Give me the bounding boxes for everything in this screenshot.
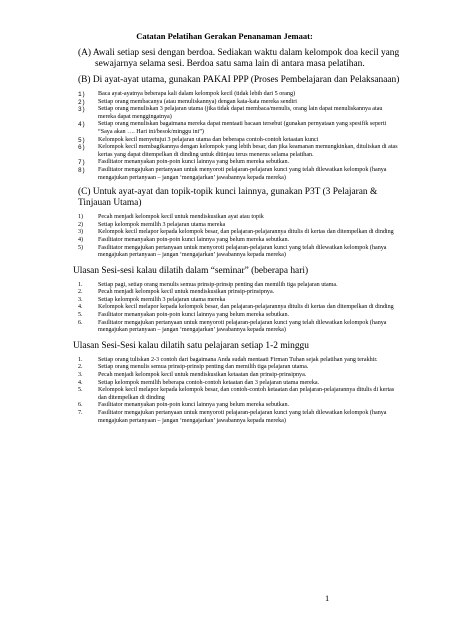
list-item bbox=[78, 380, 401, 388]
list-text: Fasilitator menanyakan poin-poin kunci lainnya yang belum mereka sebutkan. bbox=[98, 402, 290, 409]
list-text: Fasilitator menanyakan poin-poin kunci lainnya yang belum mereka sebutkan. bbox=[98, 159, 290, 166]
list-item bbox=[78, 304, 401, 312]
list-item bbox=[78, 237, 401, 245]
list-text: Kelompok kecil melapor kepada kelompok besar, dan pelajaran-pelajarannya ditulis di kertas dan ditempelkan di dinding bbox=[98, 229, 394, 236]
list-number: 5. bbox=[78, 312, 83, 319]
list-item bbox=[78, 312, 401, 320]
list-item bbox=[78, 410, 401, 425]
list-text: Kelompok kecil melapor kepada kelompok besar, dan pelajaran-pelajarannya ditulis di kertas dan ditempelkan di dinding bbox=[98, 304, 394, 311]
list-item bbox=[78, 222, 401, 230]
list-item bbox=[78, 91, 401, 99]
list-text: Pecah menjadi kelompok kecil untuk mendiskusikan ayat atau topik bbox=[98, 214, 264, 221]
list-text: Setiap orang menuliskan 3 pelajaran utama (jika tidak dapat membaca/menulis, orang lain dapat menuliskannya atau mereka dapat menggingatnya) bbox=[98, 106, 383, 120]
list-text: Kelompok kecil melapor kepada kelompok besar, dan contoh-contoh ketaatan dan pelajaran-pelajarannya ditulis di kertas dan ditempelkan di dinding bbox=[98, 387, 395, 401]
list-number: 6. bbox=[78, 402, 83, 409]
list-text: Fasilitator mengajukan pertanyaan untuk menyoroti pelajaran-pelajaran kunci yang telah dilewatkan kelompok (hanya mengajukan pertanyaan – jangan ‘mengajarkan’ jawabannya kepada mereka) bbox=[98, 244, 387, 259]
list-item bbox=[78, 106, 401, 121]
list-number: 2. bbox=[78, 364, 83, 371]
list-item bbox=[78, 159, 401, 167]
document-title: Catatan Pelatihan Gerakan Penanaman Jemaat: bbox=[136, 31, 313, 41]
list-number: 2) bbox=[78, 98, 86, 106]
section-b-heading: (B) Di ayat-ayat utama, gunakan PAKAI PPP (Proses Pembelajaran dan Pelaksanaan) bbox=[78, 75, 400, 85]
list-number: 4) bbox=[78, 236, 84, 243]
list-number: 1) bbox=[78, 91, 86, 98]
list-text: Setiap kelompok memilih 3 pelajaran utama mereka bbox=[98, 221, 226, 228]
list-number: 2) bbox=[78, 221, 84, 228]
list-item bbox=[78, 229, 401, 237]
list-number: 1. bbox=[78, 281, 83, 288]
list-number: 4. bbox=[78, 379, 83, 386]
list-item bbox=[78, 121, 401, 136]
seminar-review-list bbox=[78, 282, 401, 335]
list-number: 1. bbox=[78, 356, 83, 363]
list-text: Fasilitator mengajukan pertanyaan untuk menyoroti pelajaran-pelajaran kunci yang telah dilewatkan kelompok (hanya mengajukan pertanyaan – jangan ‘mengajarkan’ jawabannya kepada mereka) bbox=[98, 166, 387, 181]
list-text: Fasilitator menanyakan poin-poin kunci lainnya yang belum mereka sebutkan. bbox=[98, 236, 290, 243]
section-a-heading: (A) Awali setiap sesi dengan berdoa. Sediakan waktu dalam kelompok doa kecil yang sewajarnya selama sesi. Berdoa satu sama lain di antara masa pelatihan. bbox=[78, 48, 400, 69]
list-text: Pecah menjadi kelompok kecil untuk mendiskusikan prinsip-prinsipnya. bbox=[98, 289, 275, 296]
list-text: Fasilitator menanyakan poin-poin kunci lainnya yang belum mereka sebutkan. bbox=[98, 312, 290, 319]
list-text: Setiap kelompok memilih beberapa contoh-contoh ketaatan dan 3 pelajaran utama mereka. bbox=[98, 379, 320, 386]
list-number: 5. bbox=[78, 387, 83, 394]
list-text: Baca ayat-ayatnya beberapa kali dalam kelompok kecil (tidak lebih dari 5 orang) bbox=[98, 91, 296, 97]
list-item bbox=[78, 387, 401, 402]
list-item bbox=[78, 297, 401, 305]
list-number: 3) bbox=[78, 106, 86, 114]
list-item bbox=[78, 245, 401, 260]
list-item bbox=[78, 214, 401, 222]
list-number: 3. bbox=[78, 372, 83, 379]
list-text: Kelompok kecil menyetujui 3 pelajaran utama dan beberapa contoh-contoh ketaatan kunci bbox=[98, 136, 319, 143]
list-item bbox=[78, 320, 401, 335]
list-item bbox=[78, 364, 401, 372]
section-c-list bbox=[78, 214, 401, 260]
list-number: 8) bbox=[78, 166, 86, 174]
list-item bbox=[78, 289, 401, 297]
list-text: Setiap pagi, setiap orang menulis semua prinsip-prinsip penting dan memilih tiga pelajaran utama. bbox=[98, 281, 338, 288]
list-number: 2. bbox=[78, 289, 83, 296]
list-text: Setiap kelompok memilih 3 pelajaran utama mereka bbox=[98, 296, 226, 303]
section-b-list bbox=[78, 91, 401, 182]
list-number: 4) bbox=[78, 121, 86, 129]
list-item bbox=[78, 167, 401, 182]
list-text: Setiap orang tuliskan 2-3 contoh dari bagaimana Anda sudah mentaati Firman Tuhan sejak pelatihan yang terakhir. bbox=[98, 356, 378, 363]
list-text: Fasilitator mengajukan pertanyaan untuk menyoroti pelajaran-pelajaran kunci yang telah dilewatkan kelompok (hanya mengajukan pertanyaan – jangan ‘mengajarkan’ jawabannya kepada mereka) bbox=[98, 410, 387, 424]
weekly-review-list bbox=[78, 357, 401, 425]
list-number: 5) bbox=[78, 244, 84, 251]
list-text: Pecah menjadi kelompok kecil untuk mendiskusikan ketaatan dan prinsip-prinsipnya. bbox=[98, 372, 307, 379]
page-number: 1 bbox=[325, 593, 330, 603]
list-number: 5) bbox=[78, 136, 86, 144]
list-number: 1) bbox=[78, 214, 84, 221]
list-item bbox=[78, 137, 401, 145]
list-number: 6. bbox=[78, 319, 83, 326]
list-number: 4. bbox=[78, 304, 83, 311]
list-item bbox=[78, 357, 401, 365]
list-text: Fasilitator mengajukan pertanyaan untuk menyoroti pelajaran-pelajaran kunci yang telah dilewatkan kelompok (hanya mengajukan pertanyaan – jangan ‘mengajarkan’ jawabannya kepada mereka) bbox=[98, 319, 387, 334]
list-item bbox=[78, 402, 401, 410]
list-text: Setiap orang menuliskan bagaimana mereka dapat mentaati bacaan tersebut (gunakan pernyataan yang spesifik seperti “Saya akan …. Hari ini/besok/minggu ini”) bbox=[98, 121, 387, 135]
list-text: Setiap orang menulis semua prinsip-prinsip penting dan memilih tiga pelajaran utama. bbox=[98, 364, 309, 371]
section-c-heading: (C) Untuk ayat-ayat dan topik-topik kunci lainnya, gunakan P3T (3 Pelajaran & Tinjauan Utama) bbox=[78, 187, 378, 209]
list-text: Kelompok kecil membagikannya dengan kelompok yang lebih besar, dan jika keamanan memungkinkan, dituliskan di atas kertas yang dapat ditempelkan di dinding untuk ditinjau terus menerus selama pelatihan. bbox=[98, 144, 398, 158]
list-number: 7) bbox=[78, 159, 86, 167]
list-number: 3. bbox=[78, 296, 83, 303]
list-item bbox=[78, 282, 401, 290]
weekly-review-heading: Ulasan Sesi-Sesi kalau dilatih satu pelajaran setiap 1-2 minggu bbox=[73, 340, 309, 351]
list-text: Setiap orang membacanya (atau menuliskannya) dengan kata-kata mereka sendiri bbox=[98, 98, 297, 105]
list-item bbox=[78, 372, 401, 380]
list-item bbox=[78, 144, 401, 159]
list-number: 6) bbox=[78, 144, 86, 152]
list-number: 3) bbox=[78, 229, 84, 236]
seminar-review-heading: Ulasan Sesi-sesi kalau dilatih dalam “seminar” (beberapa hari) bbox=[73, 265, 309, 276]
list-number: 7. bbox=[78, 410, 83, 416]
